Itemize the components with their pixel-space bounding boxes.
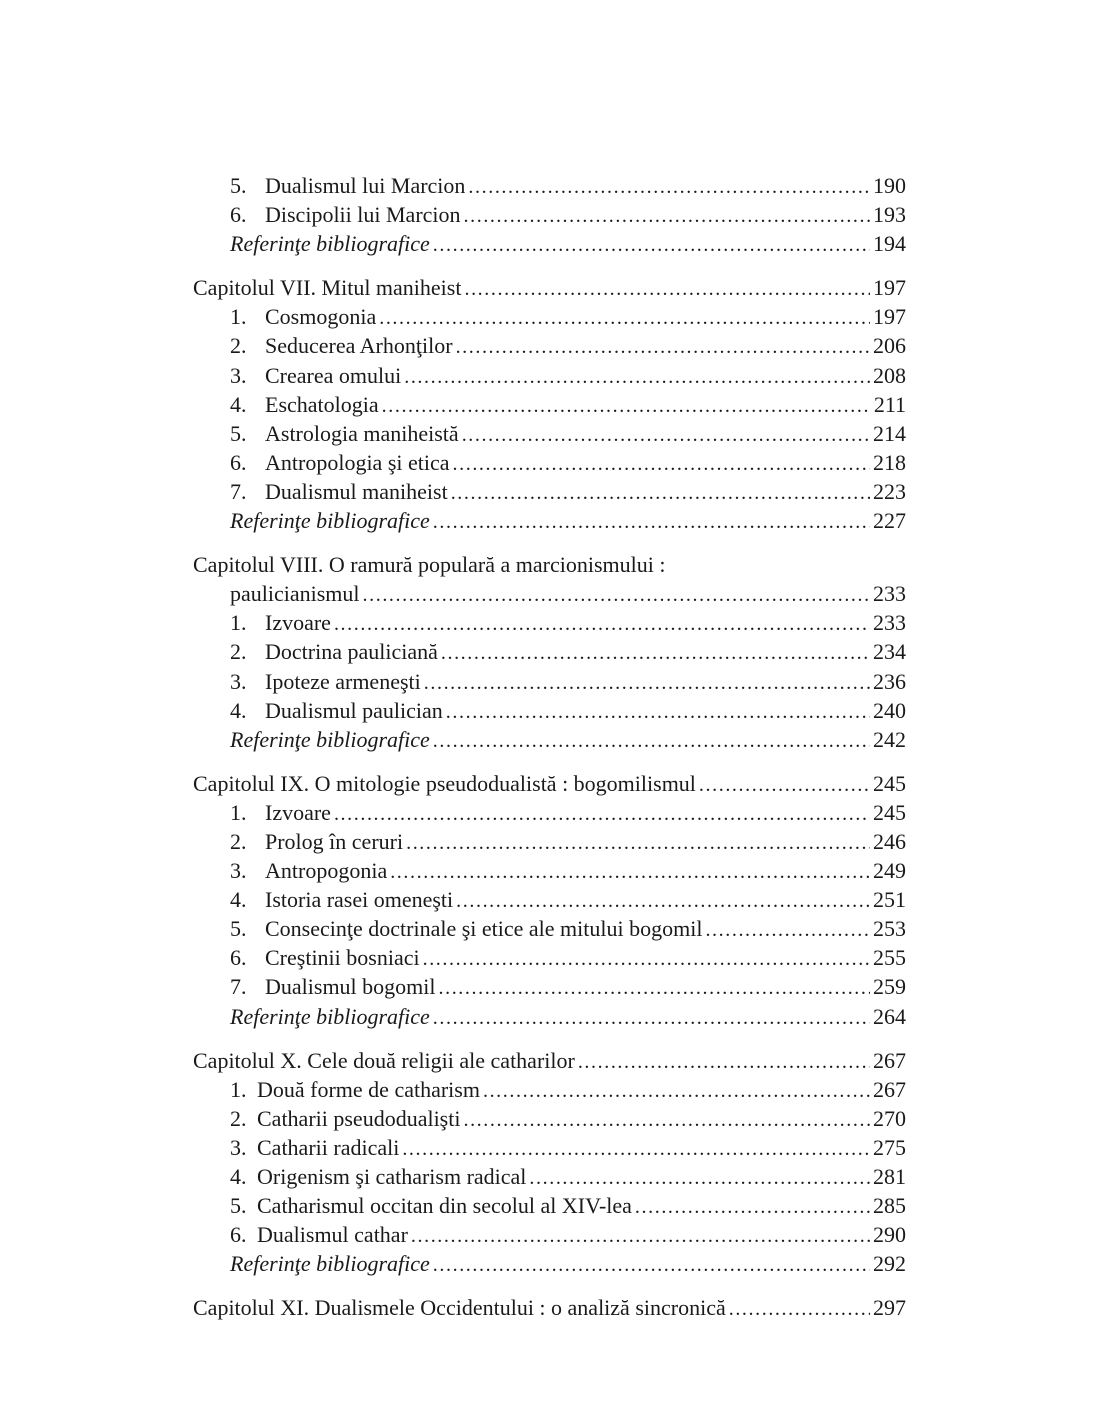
toc-entry-title: Prolog în ceruri: [265, 828, 404, 854]
toc-section-entry: [193, 1162, 906, 1191]
toc-dot-leader: [468, 173, 870, 202]
toc-entry-number: 1.: [230, 610, 247, 636]
toc-page-number: 208: [873, 362, 906, 388]
toc-entry-number: 7.: [230, 478, 247, 504]
toc-entry-number: 4.: [230, 887, 247, 913]
toc-entry-title: Crearea omului: [265, 362, 402, 388]
toc-dot-leader: [433, 1251, 870, 1280]
toc-entry-number: 6.: [230, 449, 247, 475]
toc-dot-leader: [423, 945, 870, 974]
toc-dot-leader: [433, 727, 870, 756]
toc-dot-leader: [453, 450, 870, 479]
toc-references-entry: [193, 1249, 906, 1278]
toc-chapter-entry: [193, 769, 906, 798]
toc-page-number: 211: [873, 391, 906, 417]
toc-dot-leader: [382, 392, 871, 421]
toc-page-number: 197: [873, 275, 906, 301]
toc-entry-title: Eschatologia: [265, 391, 379, 417]
toc-page-number: 227: [873, 508, 906, 534]
toc-section-entry: [193, 637, 906, 666]
toc-section-entry: [193, 419, 906, 448]
toc-entry-title: Dualismul paulician: [265, 697, 443, 723]
toc-dot-leader: [406, 829, 870, 858]
toc-dot-leader: [451, 479, 870, 508]
toc-section-entry: [193, 608, 906, 637]
toc-entry-number: 2.: [230, 1105, 247, 1131]
toc-page-number: 236: [873, 668, 906, 694]
toc-section-entry: [193, 1191, 906, 1220]
toc-entry-number: 2.: [230, 639, 247, 665]
toc-entry-title: Capitolul IX. O mitologie pseudodualistă : bogomilismul: [193, 770, 696, 796]
toc-entry-title: Două forme de catharism: [257, 1076, 480, 1102]
toc-entry-number: 5.: [230, 916, 247, 942]
toc-section-entry: [193, 200, 906, 229]
toc-entry-number: 5.: [230, 173, 247, 198]
toc-section-entry: [193, 448, 906, 477]
toc-chapter-entry: [193, 550, 906, 579]
toc-entry-title: Dualismul bogomil: [265, 974, 436, 1000]
toc-page-number: 259: [873, 974, 906, 1000]
toc-section-entry: [193, 579, 906, 608]
toc-references-entry: [193, 725, 906, 754]
toc-page-number: 246: [873, 828, 906, 854]
toc-page-number: 190: [873, 173, 906, 198]
toc-dot-leader: [379, 304, 870, 333]
toc-page-number: 194: [873, 231, 906, 257]
toc-page-number: 275: [873, 1134, 906, 1160]
toc-dot-leader: [439, 974, 871, 1003]
toc-page-number: 253: [873, 916, 906, 942]
toc-entry-number: 3.: [230, 362, 247, 388]
toc-page-number: 264: [873, 1003, 906, 1029]
toc-entry-title: Antropogonia: [265, 858, 388, 884]
toc-dot-leader: [729, 1295, 870, 1324]
toc-entry-title: paulicianismul: [230, 581, 360, 607]
toc-page-number: 285: [873, 1193, 906, 1219]
toc-entry-title: Cosmogonia: [265, 304, 377, 330]
toc-entry-title: Catharii radicali: [257, 1134, 400, 1160]
toc-entry-number: 6.: [230, 202, 247, 228]
toc-entry-title: Seducerea Arhonţilor: [265, 333, 453, 359]
toc-section-entry: [193, 331, 906, 360]
toc-entry-title: Doctrina pauliciană: [265, 639, 438, 665]
toc-dot-leader: [463, 1106, 870, 1135]
toc-entry-title: Referinţe bibliografice: [230, 508, 430, 534]
toc-dot-leader: [411, 1222, 870, 1251]
toc-entry-number: 3.: [230, 858, 247, 884]
toc-entry-title: Referinţe bibliografice: [230, 726, 430, 752]
toc-dot-leader: [529, 1164, 870, 1193]
toc-entry-title: Capitolul VIII. O ramură populară a marcionismului :: [193, 552, 666, 578]
toc-chapter-entry: [193, 1293, 906, 1322]
toc-section-entry: [193, 914, 906, 943]
toc-page-number: 249: [873, 858, 906, 884]
toc-dot-leader: [402, 1135, 870, 1164]
toc-page-number: 290: [873, 1222, 906, 1248]
toc-section-entry: [193, 696, 906, 725]
toc-entry-title: Referinţe bibliografice: [230, 1251, 430, 1277]
toc-page-number: 240: [873, 697, 906, 723]
toc-entry-number: 2.: [230, 828, 247, 854]
toc-page-number: 193: [873, 202, 906, 228]
toc-section-entry: [193, 972, 906, 1001]
toc-dot-leader: [433, 508, 870, 537]
toc-section-entry: [193, 1133, 906, 1162]
toc-dot-leader: [464, 275, 870, 304]
toc-section-entry: [193, 477, 906, 506]
toc-entry-number: 3.: [230, 668, 247, 694]
toc-page-number: 242: [873, 726, 906, 752]
toc-dot-leader: [462, 421, 870, 450]
toc-entry-number: 2.: [230, 333, 247, 359]
toc-entry-title: Origenism şi catharism radical: [257, 1164, 527, 1189]
toc-entry-number: 3.: [230, 1134, 247, 1160]
toc-section-entry: [193, 798, 906, 827]
toc-chapter-entry: [193, 273, 906, 302]
toc-dot-leader: [363, 581, 870, 610]
toc-entry-title: Istoria rasei omeneşti: [265, 887, 454, 913]
toc-section-entry: [193, 885, 906, 914]
toc-dot-leader: [483, 1077, 870, 1106]
toc-page-number: 245: [873, 799, 906, 825]
toc-dot-leader: [441, 639, 870, 668]
toc-page-number: 267: [873, 1076, 906, 1102]
toc-section-entry: [193, 667, 906, 696]
toc-entry-title: Dualismul lui Marcion: [265, 173, 466, 198]
toc-references-entry: [193, 506, 906, 535]
toc-page-number: 197: [873, 304, 906, 330]
toc-page-number: 270: [873, 1105, 906, 1131]
toc-references-entry: [193, 1002, 906, 1031]
toc-dot-leader: [578, 1048, 870, 1077]
toc-page-number: 281: [873, 1164, 906, 1189]
toc-page-number: 251: [873, 887, 906, 913]
toc-section-entry: [193, 171, 906, 200]
toc-dot-leader: [433, 231, 870, 260]
toc-dot-leader: [456, 887, 870, 916]
toc-dot-leader: [699, 771, 870, 800]
toc-dot-leader: [446, 698, 870, 727]
toc-section-entry: [193, 1104, 906, 1133]
toc-entry-number: 5.: [230, 1193, 247, 1219]
toc-entry-title: Ipoteze armeneşti: [265, 668, 421, 694]
table-of-contents: [193, 171, 906, 1322]
toc-entry-title: Catharii pseudodualişti: [257, 1105, 461, 1131]
toc-entry-title: Creştinii bosniaci: [265, 945, 420, 971]
toc-entry-number: 1.: [230, 304, 247, 330]
toc-entry-title: Discipolii lui Marcion: [265, 202, 461, 228]
toc-page-number: 245: [873, 770, 906, 796]
toc-entry-title: Catharismul occitan din secolul al XIV-lea: [257, 1193, 632, 1219]
toc-entry-title: Consecinţe doctrinale şi etice ale mitului bogomil: [265, 916, 703, 942]
toc-chapter-entry: [193, 1046, 906, 1075]
toc-dot-leader: [433, 1004, 870, 1033]
toc-entry-title: Capitolul X. Cele două religii ale catharilor: [193, 1047, 575, 1073]
toc-section-entry: [193, 361, 906, 390]
toc-dot-leader: [635, 1193, 870, 1222]
toc-entry-title: Capitolul VII. Mitul maniheist: [193, 275, 462, 301]
toc-page-number: 255: [873, 945, 906, 971]
toc-entry-title: Astrologia maniheistă: [265, 420, 459, 446]
toc-dot-leader: [334, 610, 870, 639]
toc-entry-title: Referinţe bibliografice: [230, 231, 430, 257]
toc-section-entry: [193, 856, 906, 885]
toc-page-number: 218: [873, 449, 906, 475]
toc-entry-number: 7.: [230, 974, 247, 1000]
toc-page-number: 233: [873, 581, 906, 607]
toc-entry-title: Izvoare: [265, 610, 331, 636]
toc-section-entry: [193, 302, 906, 331]
toc-section-entry: [193, 827, 906, 856]
toc-dot-leader: [705, 916, 870, 945]
toc-entry-number: 1.: [230, 1076, 247, 1102]
toc-entry-title: Izvoare: [265, 799, 331, 825]
toc-dot-leader: [404, 363, 870, 392]
toc-section-entry: [193, 1220, 906, 1249]
toc-entry-title: Dualismul cathar: [257, 1222, 408, 1248]
toc-dot-leader: [424, 669, 870, 698]
toc-page-number: 206: [873, 333, 906, 359]
toc-entry-title: Antropologia şi etica: [265, 449, 450, 475]
toc-entry-number: 6.: [230, 945, 247, 971]
toc-page-number: 234: [873, 639, 906, 665]
toc-entry-number: 4.: [230, 391, 247, 417]
toc-section-entry: [193, 1075, 906, 1104]
toc-page-number: 214: [873, 420, 906, 446]
toc-dot-leader: [464, 202, 870, 231]
toc-entry-number: 4.: [230, 697, 247, 723]
toc-entry-number: 6.: [230, 1222, 247, 1248]
toc-page-number: 292: [873, 1251, 906, 1277]
toc-section-entry: [193, 943, 906, 972]
toc-dot-leader: [456, 333, 870, 362]
toc-page-number: 233: [873, 610, 906, 636]
toc-entry-title: Capitolul XI. Dualismele Occidentului : o analiză sincronică: [193, 1295, 726, 1321]
toc-entry-number: 5.: [230, 420, 247, 446]
toc-entry-title: Dualismul maniheist: [265, 478, 448, 504]
toc-page-number: 297: [873, 1295, 906, 1321]
toc-entry-number: 4.: [230, 1164, 247, 1189]
toc-entry-number: 1.: [230, 799, 247, 825]
toc-page-number: 267: [873, 1047, 906, 1073]
toc-entry-title: Referinţe bibliografice: [230, 1003, 430, 1029]
toc-section-entry: [193, 390, 906, 419]
toc-references-entry: [193, 229, 906, 258]
toc-dot-leader: [390, 858, 870, 887]
toc-page-number: 223: [873, 478, 906, 504]
toc-dot-leader: [334, 800, 870, 829]
